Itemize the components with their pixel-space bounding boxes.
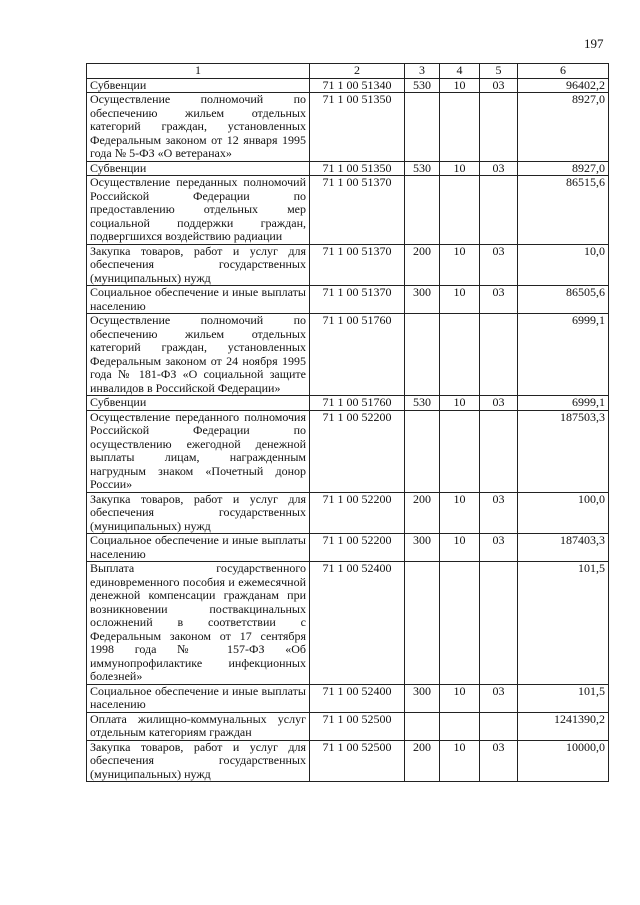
row-pr: 03	[480, 161, 518, 176]
row-vr	[405, 176, 440, 245]
row-code: 71 1 00 51370	[310, 286, 405, 314]
row-pr: 03	[480, 492, 518, 534]
column-header: 3	[405, 64, 440, 79]
row-name: Субвенции	[87, 78, 310, 93]
row-pr: 03	[480, 78, 518, 93]
row-vr	[405, 712, 440, 740]
row-vr: 200	[405, 244, 440, 286]
row-name: Социальное обеспечение и иные выплаты населению	[87, 534, 310, 562]
row-sum: 10000,0	[518, 740, 609, 782]
row-pr	[480, 93, 518, 162]
row-pr: 03	[480, 396, 518, 411]
table-row	[87, 492, 609, 534]
row-code: 71 1 00 51760	[310, 314, 405, 396]
row-rz: 10	[440, 244, 480, 286]
row-rz	[440, 410, 480, 492]
row-code: 71 1 00 52200	[310, 410, 405, 492]
row-name: Закупка товаров, работ и услуг для обеспечения государственных (муниципальных) нужд	[87, 244, 310, 286]
row-vr: 200	[405, 492, 440, 534]
row-vr: 300	[405, 534, 440, 562]
row-sum: 101,5	[518, 562, 609, 685]
row-pr: 03	[480, 534, 518, 562]
row-pr	[480, 410, 518, 492]
row-name: Осуществление полномочий по обеспечению жильем отдельных категорий граждан, установленных Федеральным законом от 24 ноября 1995 года № 181-ФЗ «О социальной защите инвалидов в Российской Федерации»	[87, 314, 310, 396]
row-pr: 03	[480, 244, 518, 286]
column-header: 5	[480, 64, 518, 79]
row-pr: 03	[480, 286, 518, 314]
table-row	[87, 396, 609, 411]
row-name: Закупка товаров, работ и услуг для обеспечения государственных (муниципальных) нужд	[87, 740, 310, 782]
row-name: Выплата государственного единовременного пособия и ежемесячной денежной компенсации гражданам при возникновении поствакцинальных осложнений в соответствии с Федеральным законом от 17 сентября 1998 года № 157-ФЗ «Об иммунопрофилактике инфекционных болезней»	[87, 562, 310, 685]
row-code: 71 1 00 52500	[310, 740, 405, 782]
row-code: 71 1 00 51350	[310, 93, 405, 162]
row-vr: 530	[405, 396, 440, 411]
column-header: 6	[518, 64, 609, 79]
row-sum: 86505,6	[518, 286, 609, 314]
row-sum: 10,0	[518, 244, 609, 286]
table-header-row	[87, 64, 609, 79]
table-row	[87, 410, 609, 492]
row-name: Социальное обеспечение и иные выплаты населению	[87, 684, 310, 712]
row-code: 71 1 00 52200	[310, 492, 405, 534]
row-pr: 03	[480, 740, 518, 782]
row-rz: 10	[440, 740, 480, 782]
table-row	[87, 244, 609, 286]
row-sum: 8927,0	[518, 161, 609, 176]
row-sum: 1241390,2	[518, 712, 609, 740]
row-vr: 200	[405, 740, 440, 782]
row-code: 71 1 00 52200	[310, 534, 405, 562]
row-pr	[480, 314, 518, 396]
column-header: 1	[87, 64, 310, 79]
row-pr	[480, 176, 518, 245]
row-rz: 10	[440, 534, 480, 562]
row-name: Субвенции	[87, 161, 310, 176]
row-code: 71 1 00 51370	[310, 176, 405, 245]
row-vr: 530	[405, 161, 440, 176]
row-sum: 100,0	[518, 492, 609, 534]
row-rz: 10	[440, 286, 480, 314]
row-vr: 300	[405, 286, 440, 314]
row-name: Осуществление полномочий по обеспечению жильем отдельных категорий граждан, установленных Федеральным законом от 12 января 1995 года № 5-ФЗ «О ветеранах»	[87, 93, 310, 162]
row-pr: 03	[480, 684, 518, 712]
column-header: 4	[440, 64, 480, 79]
row-sum: 8927,0	[518, 93, 609, 162]
row-rz	[440, 176, 480, 245]
budget-table	[86, 63, 609, 782]
row-pr	[480, 712, 518, 740]
row-vr: 530	[405, 78, 440, 93]
row-rz: 10	[440, 396, 480, 411]
row-sum: 6999,1	[518, 396, 609, 411]
row-code: 71 1 00 52500	[310, 712, 405, 740]
table-row	[87, 684, 609, 712]
row-rz: 10	[440, 492, 480, 534]
page-number: 197	[584, 36, 604, 51]
row-name: Осуществление переданных полномочий Российской Федерации по предоставлению отдельных мер социальной поддержки граждан, подвергшихся воздействию радиации	[87, 176, 310, 245]
table-row	[87, 314, 609, 396]
row-sum: 101,5	[518, 684, 609, 712]
row-vr	[405, 93, 440, 162]
table-row	[87, 78, 609, 93]
row-sum: 96402,2	[518, 78, 609, 93]
table-row	[87, 562, 609, 685]
row-sum: 86515,6	[518, 176, 609, 245]
row-name: Социальное обеспечение и иные выплаты населению	[87, 286, 310, 314]
row-code: 71 1 00 51340	[310, 78, 405, 93]
table-row	[87, 712, 609, 740]
row-code: 71 1 00 51370	[310, 244, 405, 286]
column-header: 2	[310, 64, 405, 79]
row-code: 71 1 00 52400	[310, 562, 405, 685]
row-sum: 6999,1	[518, 314, 609, 396]
row-name: Субвенции	[87, 396, 310, 411]
row-rz: 10	[440, 684, 480, 712]
table-row	[87, 286, 609, 314]
row-rz	[440, 562, 480, 685]
row-rz: 10	[440, 161, 480, 176]
row-code: 71 1 00 52400	[310, 684, 405, 712]
table-row	[87, 93, 609, 162]
row-vr	[405, 562, 440, 685]
row-sum: 187503,3	[518, 410, 609, 492]
row-vr	[405, 410, 440, 492]
table-row	[87, 176, 609, 245]
row-code: 71 1 00 51760	[310, 396, 405, 411]
row-name: Осуществление переданного полномочия Российской Федерации по осуществлению ежегодной денежной выплаты лицам, награжденным нагрудным знаком «Почетный донор России»	[87, 410, 310, 492]
row-code: 71 1 00 51350	[310, 161, 405, 176]
row-pr	[480, 562, 518, 685]
row-vr: 300	[405, 684, 440, 712]
row-sum: 187403,3	[518, 534, 609, 562]
row-name: Оплата жилищно-коммунальных услуг отдельным категориям граждан	[87, 712, 310, 740]
row-rz: 10	[440, 78, 480, 93]
row-vr	[405, 314, 440, 396]
row-name: Закупка товаров, работ и услуг для обеспечения государственных (муниципальных) нужд	[87, 492, 310, 534]
row-rz	[440, 314, 480, 396]
table-row	[87, 740, 609, 782]
table-row	[87, 534, 609, 562]
table-row	[87, 161, 609, 176]
row-rz	[440, 93, 480, 162]
row-rz	[440, 712, 480, 740]
